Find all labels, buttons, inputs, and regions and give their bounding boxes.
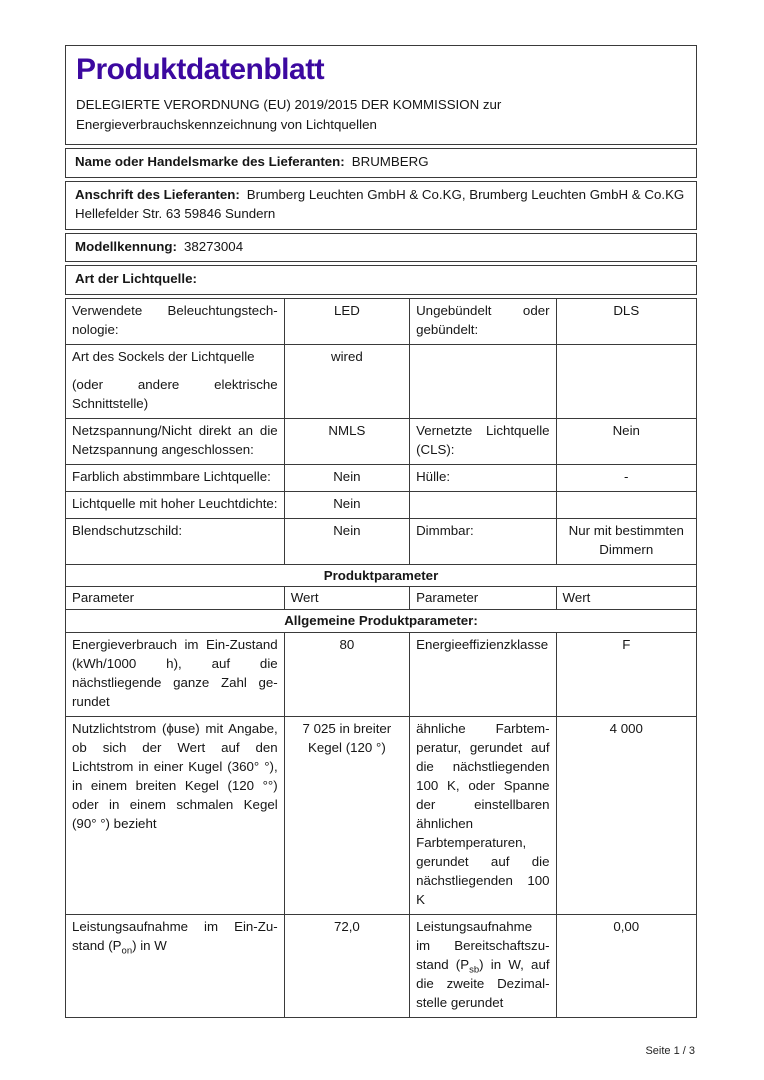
light-source-section-title: Art der Lichtquelle: xyxy=(65,265,697,295)
param-cell: Dimmbar: xyxy=(409,519,555,564)
param-cell: Lichtquelle mit hoher Leuchtdichte: xyxy=(72,495,278,511)
column-header-row xyxy=(66,586,696,609)
section-header-produktparameter: Produktparameter xyxy=(66,564,696,587)
param-cell: Vernetzte Lichtquelle (CLS): xyxy=(409,419,555,464)
value-cell: DLS xyxy=(556,299,696,344)
value-cell xyxy=(556,345,696,418)
param-cell: Hülle: xyxy=(409,465,555,491)
subscript: on xyxy=(121,945,133,957)
supplier-name-row xyxy=(65,148,697,178)
supplier-address-label: Anschrift des Lieferanten: xyxy=(75,186,240,202)
section-header-allgemeine: Allgemeine Produktparameter: xyxy=(66,609,696,632)
param-cell: Farblich abstimmbare Lichtquelle: xyxy=(72,468,271,484)
param-cell: Energieverbrauch im Ein-Zustand (kWh/1000 h), auf die nächstliegende ganze Zahl gerundet xyxy=(72,636,278,709)
title-box xyxy=(65,45,697,145)
model-row xyxy=(65,233,697,263)
supplier-name-value: BRUMBERG xyxy=(351,154,429,169)
table-row xyxy=(66,914,696,1017)
value-cell: LED xyxy=(284,299,409,344)
param-cell: Verwendete Beleuchtungstechnologie: xyxy=(72,302,278,337)
param-cell: Leistungsaufnahme im Bereitschaftszustand $(P_{sb})$ in W, auf die zweite Dezimalstelle gerundet xyxy=(409,915,555,1017)
table-row xyxy=(66,418,696,464)
model-label: Modellkennung: xyxy=(75,238,177,254)
table-row xyxy=(66,632,696,716)
param-cell: Ungebündelt oder gebündelt: xyxy=(409,299,555,344)
table-row xyxy=(66,464,696,491)
table-row xyxy=(66,299,696,344)
param-cell xyxy=(66,345,284,418)
param-cell: ähnliche Farbtemperatur, gerundet auf die nächstliegenden 100 K, oder Spanne der einstellbaren ähnlichen Farbtemperaturen, gerundet auf die nächstliegenden 100 K xyxy=(409,717,555,914)
value-cell: Nein xyxy=(284,465,409,491)
column-header: Wert xyxy=(556,587,696,609)
value-cell: Nein xyxy=(556,419,696,464)
page-number: Seite 1 / 3 xyxy=(645,1044,695,1057)
value-cell: F xyxy=(556,633,696,716)
param-cell xyxy=(409,492,555,518)
value-cell: NMLS xyxy=(284,419,409,464)
page-title: Produktdatenblatt xyxy=(76,53,325,86)
value-cell: 7 025 in breiter Kegel (120 °) xyxy=(284,717,409,914)
value-cell: 80 xyxy=(284,633,409,716)
value-cell: 4 000 xyxy=(556,717,696,914)
param-paragraph: Art des Sockels der Lichtquelle xyxy=(72,348,255,364)
column-header: Wert xyxy=(284,587,409,609)
value-cell: Nur mit bestimmten Dimmern xyxy=(556,519,696,564)
param-cell xyxy=(409,345,555,418)
table-row xyxy=(66,716,696,914)
param-cell: Leistungsaufnahme im Ein-Zustand $(P_{on})$ in W xyxy=(72,918,278,957)
value-cell: Nein xyxy=(284,519,409,564)
value-cell xyxy=(556,492,696,518)
supplier-address-row xyxy=(65,181,697,230)
value-cell: - xyxy=(556,465,696,491)
table-row xyxy=(66,491,696,518)
value-cell: wired xyxy=(284,345,409,418)
param-cell: Blendschutzschild: xyxy=(72,522,183,538)
data-table xyxy=(65,298,697,1018)
param-paragraph: (oder andere elektrische Schnittstelle) xyxy=(72,376,278,411)
param-cell: Energieeffizienzklasse xyxy=(409,633,555,716)
param-cell: Nutzlichtstrom (ϕuse) mit Angabe, ob sich der Wert auf den Lichtstrom in einer Kugel (360° °), in einem breiten Kegel (120 °°) oder in einem schmalen Kegel (90° °) bezieht xyxy=(72,720,278,831)
regulation-text: DELEGIERTE VERORDNUNG (EU) 2019/2015 DER KOMMISSION zur Energieverbrauchskennzeichnung von Lichtquellen xyxy=(76,97,502,132)
table-row xyxy=(66,344,696,418)
supplier-address-value: Brumberg Leuchten GmbH & Co.KG, Brumberg Leuchten GmbH & Co.KG Hellefelder Str. 63 59846 Sundern xyxy=(75,186,685,221)
value-cell: Nein xyxy=(284,492,409,518)
value-cell: 72,0 xyxy=(284,915,409,1017)
column-header: Parameter xyxy=(72,590,135,605)
subscript: sb xyxy=(469,964,480,976)
supplier-name-label: Name oder Handelsmarke des Lieferanten: xyxy=(75,154,345,169)
table-row xyxy=(66,518,696,564)
value-cell: 0,00 xyxy=(556,915,696,1017)
produktdatenblatt-page xyxy=(65,45,697,1057)
model-value: 38273004 xyxy=(183,238,244,254)
column-header: Parameter xyxy=(409,587,555,609)
param-cell: Netzspannung/Nicht direkt an die Netzspannung angeschlossen: xyxy=(72,422,278,457)
